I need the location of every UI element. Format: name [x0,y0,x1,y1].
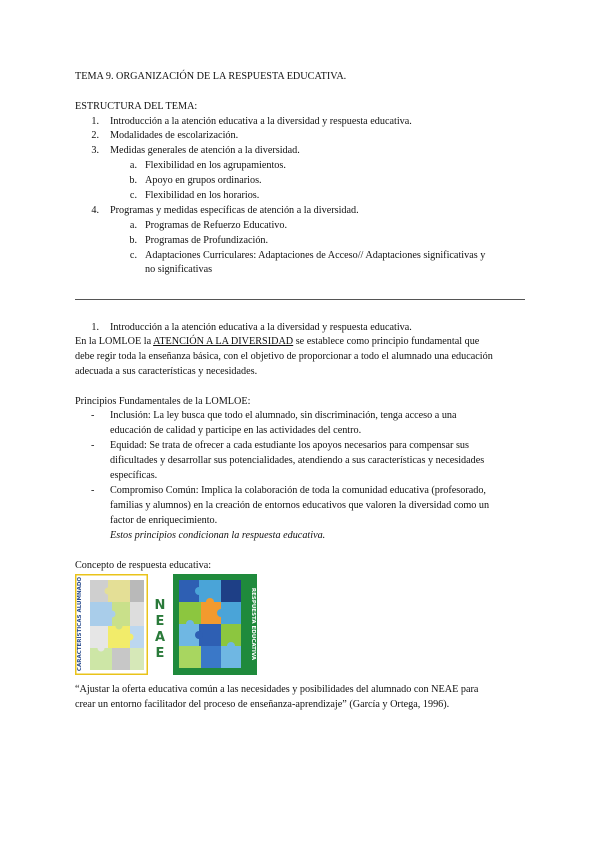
bullet-text: Inclusión: La ley busca que todo el alumnado, sin discriminación, tenga acceso a una [110,410,457,421]
left-image-label: CARACTERÍSTICAS ALUMNADO [77,576,83,672]
underlined-term: ATENCIÓN A LA DIVERSIDAD [153,336,294,347]
neae-letter: A [154,630,166,645]
outline-text: Flexibilidad en los horarios. [145,190,260,201]
bullet-text: factor de enriquecimiento. [110,515,218,526]
outline-letter: b. [129,175,137,186]
section-title: Introducción a la atención educativa a la diversidad y respuesta educativa. [110,322,412,333]
outline-letter: c. [129,190,137,201]
outline-number: 2. [91,130,99,141]
outline-text: Introducción a la atención educativa a la diversidad y respuesta educativa. [110,116,412,127]
outline-text: Programas de Refuerzo Educativo. [145,220,288,231]
outline-text: Adaptaciones Curriculares: Adaptaciones de Acceso// Adaptaciones significativas y [145,250,486,261]
bullet-text: Compromiso Común: Implica la colaboración de toda la comunidad educativa (profesorado, [110,485,486,496]
neae-letter: N [154,598,166,613]
bullet-text: específicas. [110,470,158,481]
section-divider [75,299,525,300]
quote-line: “Ajustar la oferta educativa común a las necesidades y posibilidades del alumnado con NEAE para [75,684,479,695]
outline-text-continued: no significativas [145,264,213,275]
outline-text: Flexibilidad en los agrupamientos. [145,160,286,171]
bullet-text: familias y alumnos) en la creación de entornos educativos que valoren la diversidad como un [110,500,490,511]
concept-heading: Concepto de respuesta educativa: [75,560,212,571]
bullet-dash: - [91,485,95,496]
paragraph-text: se establece como principio fundamental que [293,336,480,347]
bullet-text: Equidad: Se trata de ofrecer a cada estudiante los apoyos necesarios para compensar sus [110,440,469,451]
quote-line: crear un entorno facilitador del proceso de enseñanza-aprendizaje” (García y Ortega, 1996). [75,699,450,710]
paragraph-line [75,336,479,347]
structure-heading: ESTRUCTURA DEL TEMA: [75,101,198,112]
outline-letter: a. [129,220,137,231]
outline-letter: b. [129,235,137,246]
paragraph-line: debe regir toda la enseñanza básica, con el objetivo de proporcionar a todo el alumnado una educación [75,351,493,362]
outline-letter: c. [129,250,137,261]
closing-italic: Estos principios condicionan la respuesta educativa. [110,530,326,541]
bullet-text: educación de calidad y participe en las actividades del centro. [110,425,362,436]
principles-heading: Principios Fundamentales de la LOMLOE: [75,396,251,407]
puzzle-image-left [75,574,148,675]
neae-letter: E [155,646,165,661]
outline-text: Apoyo en grupos ordinarios. [145,175,262,186]
outline-text: Programas de Profundización. [145,235,269,246]
right-image-label: RESPUESTA EDUCATIVA [250,587,256,661]
outline-text: Programas y medidas específicas de atención a la diversidad. [110,205,359,216]
page-title: TEMA 9. ORGANIZACIÓN DE LA RESPUESTA EDUCATIVA. [75,71,347,82]
outline-number: 3. [91,145,99,156]
section-number: 1. [91,322,99,333]
outline-number: 1. [91,116,99,127]
bullet-dash: - [91,440,95,451]
outline-number: 4. [91,205,99,216]
neae-letter: E [155,614,165,629]
paragraph-line: adecuada a sus características y necesidades. [75,366,258,377]
puzzle-image-right [173,574,257,675]
outline-text: Medidas generales de atención a la diversidad. [110,145,300,156]
bullet-dash: - [91,410,95,421]
outline-text: Modalidades de escolarización. [110,130,239,141]
bullet-text: dificultades y desarrollar sus potencialidades, atendiendo a sus características y necesidades [110,455,485,466]
outline-letter: a. [129,160,137,171]
paragraph-text: En la LOMLOE la [75,336,154,347]
